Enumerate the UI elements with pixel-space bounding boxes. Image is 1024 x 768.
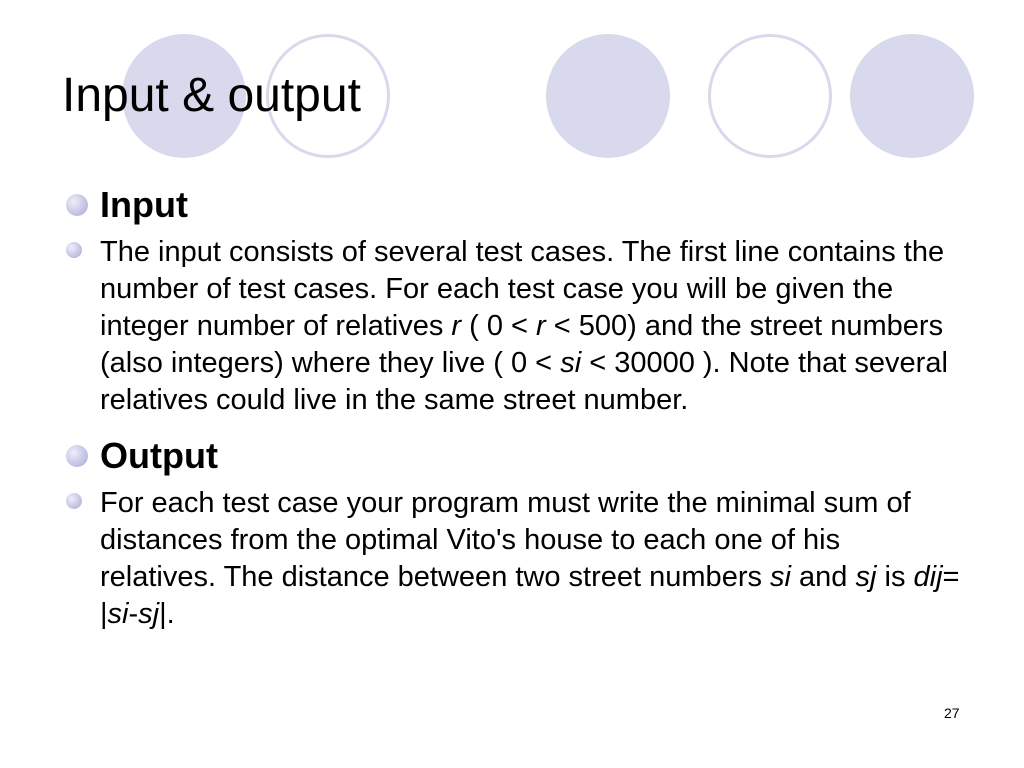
- decorative-circle-filled: [850, 34, 974, 158]
- decorative-circle-outline: [708, 34, 832, 158]
- var-r: r: [451, 310, 462, 342]
- output-heading: Output: [100, 435, 218, 476]
- text-run: < 30000 ). Note that several relatives could live in the same street number.: [100, 347, 948, 416]
- var-r: r: [536, 310, 546, 342]
- input-description-item: [62, 234, 962, 419]
- text-run: < 500) and the street numbers (also integers) where they live ( 0 <: [100, 310, 944, 379]
- slide-body: [62, 180, 962, 645]
- text-run: -: [128, 598, 139, 630]
- bullet-icon: [66, 493, 82, 509]
- text-run: = |: [100, 561, 960, 630]
- decorative-circle-filled: [546, 34, 670, 158]
- var-sj: sj: [138, 598, 160, 630]
- var-si: si: [560, 347, 582, 379]
- page-number: 27: [944, 705, 960, 721]
- text-run: For each test case your program must write the minimal sum of distances from the optimal Vito's house to each one of his relatives. The distance between two street numbers: [100, 487, 911, 593]
- text-run: The input consists of several test cases. The first line contains the number of test cases. For each test case you will be given the integer number of relatives: [100, 236, 945, 342]
- text-run: and: [790, 561, 856, 593]
- slide-title: Input & output: [62, 69, 361, 122]
- bullet-icon: [66, 445, 88, 467]
- text-run: is: [876, 561, 914, 593]
- bullet-icon: [66, 242, 82, 258]
- text-run: |.: [159, 598, 175, 630]
- input-description: [100, 236, 948, 416]
- output-description: [100, 487, 959, 630]
- input-heading: Input: [100, 184, 188, 225]
- output-heading-item: [62, 431, 962, 481]
- bullet-icon: [66, 194, 88, 216]
- text-run: ( 0 <: [461, 310, 537, 342]
- var-dij: dij: [913, 561, 943, 593]
- output-description-item: [62, 485, 962, 633]
- var-si: si: [770, 561, 791, 593]
- input-heading-item: [62, 180, 962, 230]
- var-si: si: [107, 598, 129, 630]
- var-sj: sj: [855, 561, 877, 593]
